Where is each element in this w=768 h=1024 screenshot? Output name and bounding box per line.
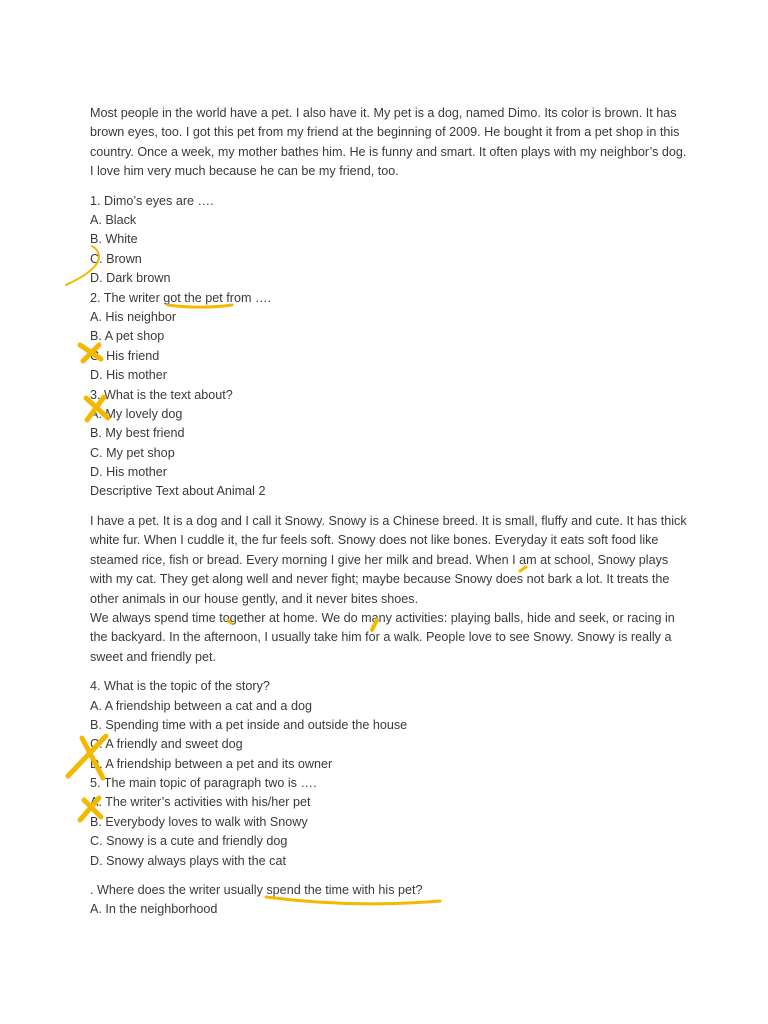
passage-3: We always spend time together at home. We do many activities: playing balls, hide and seek, or racing in the backyard. In the afternoon, I usually take him for a walk. People love to see Snowy. Snowy is really a sweet and friendly pet.: [90, 610, 675, 664]
q4-option-a: A. A friendship between a cat and a dog: [90, 698, 312, 713]
question-5: 5. The main topic of paragraph two is ….: [90, 776, 317, 791]
q2-option-d: D. His mother: [90, 368, 167, 383]
q1-option-b: B. White: [90, 232, 138, 247]
question-4: 4. What is the topic of the story?: [90, 679, 270, 694]
q4-option-b: B. Spending time with a pet inside and outside the house: [90, 717, 408, 732]
q5-option-b: B. Everybody loves to walk with Snowy: [90, 814, 308, 829]
q3-option-d: D. His mother: [90, 465, 167, 480]
q1-option-c: C. Brown: [90, 251, 142, 266]
q5-option-a: A. The writer’s activities with his/her pet: [90, 795, 311, 810]
q4-option-d: D. A friendship between a pet and its owner: [90, 756, 333, 771]
question-2: 2. The writer got the pet from ….: [90, 290, 272, 305]
q5-option-c: C. Snowy is a cute and friendly dog: [90, 834, 288, 849]
q2-option-c: C. His friend: [90, 348, 160, 363]
section-title: Descriptive Text about Animal 2: [90, 484, 266, 499]
question-3: 3. What is the text about?: [90, 387, 233, 402]
question-1: 1. Dimo’s eyes are ….: [90, 193, 214, 208]
q3-option-b: B. My best friend: [90, 426, 185, 441]
q1-option-a: A. Black: [90, 213, 137, 228]
q6-option-a: A. In the neighborhood: [90, 902, 218, 917]
q3-option-a: A. My lovely dog: [90, 406, 183, 421]
q3-option-c: C. My pet shop: [90, 445, 175, 460]
question-6: . Where does the writer usually spend the time with his pet?: [90, 883, 423, 898]
q2-option-b: B. A pet shop: [90, 329, 165, 344]
q5-option-d: D. Snowy always plays with the cat: [90, 853, 286, 868]
q2-option-a: A. His neighbor: [90, 309, 177, 324]
q4-option-c: C. A friendly and sweet dog: [90, 737, 243, 752]
q1-option-d: D. Dark brown: [90, 271, 171, 286]
document-page: [90, 104, 690, 920]
passage-1: Most people in the world have a pet. I also have it. My pet is a dog, named Dimo. Its color is brown. It has brown eyes, too. I got this pet from my friend at the beginning of 2009. He bought it from a pet shop in this country. Once a week, my mother bathes him. He is funny and smart. It often plays with my neighbor’s dog. I love him very much because he can be my friend, too.: [90, 106, 687, 179]
passage-2: I have a pet. It is a dog and I call it Snowy. Snowy is a Chinese breed. It is small, fluffy and cute. It has thick white fur. When I cuddle it, the fur feels soft. Snowy does not like bones. Everyday it eats soft food like steamed rice, fish or bread. Every morning I give her milk and bread. When I am at school, Snowy plays with my cat. They get along well and never fight; maybe because Snowy does not bark a lot. It treats the other animals in our house gently, and it never bites shoes.: [90, 513, 687, 606]
